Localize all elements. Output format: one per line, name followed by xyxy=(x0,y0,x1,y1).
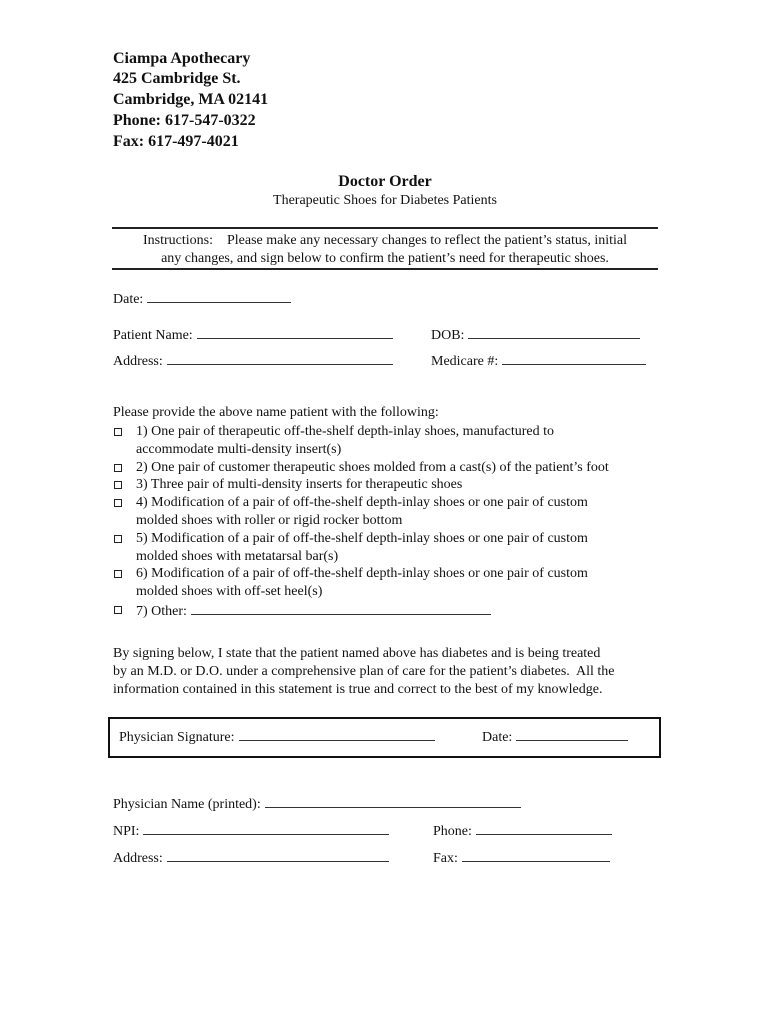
npi-blank[interactable] xyxy=(143,821,389,835)
patient-name-label: Patient Name: xyxy=(113,328,193,343)
physician-fax-field[interactable] xyxy=(433,848,610,868)
checkbox[interactable] xyxy=(114,499,122,507)
pharmacy-name: Ciampa Apothecary xyxy=(113,50,251,67)
order-item-line-2: accommodate multi-density insert(s) xyxy=(136,441,342,457)
physician-signature-blank[interactable] xyxy=(239,727,435,741)
checkbox[interactable] xyxy=(114,535,122,543)
physician-signature-label: Physician Signature: xyxy=(119,730,235,745)
dob-blank[interactable] xyxy=(468,325,640,339)
statement-line-1: By signing below, I state that the patient named above has diabetes and is being treated xyxy=(113,646,601,661)
physician-phone-field[interactable] xyxy=(433,821,612,841)
order-item[interactable] xyxy=(113,530,673,566)
physician-name-field[interactable] xyxy=(113,794,521,814)
signature-date-field[interactable] xyxy=(482,727,628,747)
order-item-line-1: 4) Modification of a pair of off-the-shelf depth-inlay shoes or one pair of custom xyxy=(136,495,588,511)
pharmacy-fax: Fax: 617-497-4021 xyxy=(113,133,239,150)
attestation-statement xyxy=(113,645,615,699)
instructions-line-1: Instructions: Please make any necessary changes to reflect the patient’s status, initial xyxy=(142,233,628,248)
medicare-blank[interactable] xyxy=(502,351,646,365)
order-item[interactable] xyxy=(113,459,673,477)
patient-name-blank[interactable] xyxy=(197,325,393,339)
other-blank[interactable] xyxy=(191,601,491,615)
medicare-label: Medicare #: xyxy=(431,354,499,369)
order-item-line-1: 5) Modification of a pair of off-the-shelf depth-inlay shoes or one pair of custom xyxy=(136,530,588,546)
divider-top xyxy=(112,227,658,229)
physician-signature-field[interactable] xyxy=(119,727,435,747)
statement-line-2: by an M.D. or D.O. under a comprehensive plan of care for the patient’s diabetes. All the xyxy=(113,664,615,679)
address-field[interactable] xyxy=(113,351,393,371)
checkbox[interactable] xyxy=(114,481,122,489)
order-item-line-1: 6) Modification of a pair of off-the-shelf depth-inlay shoes or one pair of custom xyxy=(136,566,588,582)
order-intro: Please provide the above name patient with the following: xyxy=(113,405,439,420)
pharmacy-phone: Phone: 617-547-0322 xyxy=(113,112,256,129)
order-item-line-1: 3) Three pair of multi-density inserts for therapeutic shoes xyxy=(136,477,463,493)
physician-name-blank[interactable] xyxy=(265,794,521,808)
physician-address-label: Address: xyxy=(113,851,163,866)
address-blank[interactable] xyxy=(167,351,393,365)
checkbox[interactable] xyxy=(114,570,122,578)
checkbox[interactable] xyxy=(114,606,122,614)
statement-line-3: information contained in this statement is true and correct to the best of my knowledge. xyxy=(113,682,603,697)
dob-label: DOB: xyxy=(431,328,465,343)
date-blank[interactable] xyxy=(147,289,291,303)
order-item-line-2: molded shoes with off-set heel(s) xyxy=(136,584,323,600)
other-label: 7) Other: xyxy=(136,603,187,619)
signature-date-label: Date: xyxy=(482,730,513,745)
checkbox[interactable] xyxy=(114,464,122,472)
order-items xyxy=(113,423,673,621)
order-item[interactable] xyxy=(113,423,673,459)
date-label: Date: xyxy=(113,292,144,307)
order-item-line-2: molded shoes with roller or rigid rocker bottom xyxy=(136,512,403,528)
order-item-line-1: 2) One pair of customer therapeutic shoes molded from a cast(s) of the patient’s foot xyxy=(136,459,609,475)
checkbox[interactable] xyxy=(114,428,122,436)
order-item[interactable] xyxy=(113,476,673,494)
physician-address-field[interactable] xyxy=(113,848,389,868)
instructions-line-2: any changes, and sign below to confirm the patient’s need for therapeutic shoes. xyxy=(161,251,609,266)
physician-fax-label: Fax: xyxy=(433,851,458,866)
pharmacy-city: Cambridge, MA 02141 xyxy=(113,91,269,108)
medicare-field[interactable] xyxy=(431,351,646,371)
order-item[interactable] xyxy=(113,494,673,530)
order-item-other[interactable] xyxy=(113,601,673,621)
npi-field[interactable] xyxy=(113,821,389,841)
instructions xyxy=(112,232,658,268)
form-title: Doctor Order xyxy=(338,173,432,190)
npi-label: NPI: xyxy=(113,824,140,839)
address-label: Address: xyxy=(113,354,163,369)
pharmacy-street: 425 Cambridge St. xyxy=(113,70,241,87)
order-item-line-2: molded shoes with metatarsal bar(s) xyxy=(136,548,339,564)
physician-address-blank[interactable] xyxy=(167,848,389,862)
form-subtitle: Therapeutic Shoes for Diabetes Patients xyxy=(273,193,497,208)
signature-date-blank[interactable] xyxy=(516,727,628,741)
physician-phone-label: Phone: xyxy=(433,824,472,839)
date-field[interactable] xyxy=(113,289,291,309)
order-item-line-1: 1) One pair of therapeutic off-the-shelf depth-inlay shoes, manufactured to xyxy=(136,424,555,439)
physician-phone-blank[interactable] xyxy=(476,821,612,835)
physician-fax-blank[interactable] xyxy=(462,848,610,862)
patient-name-field[interactable] xyxy=(113,325,393,345)
dob-field[interactable] xyxy=(431,325,640,345)
physician-name-label: Physician Name (printed): xyxy=(113,797,261,812)
order-item[interactable] xyxy=(113,565,673,601)
divider-bottom xyxy=(112,268,658,270)
